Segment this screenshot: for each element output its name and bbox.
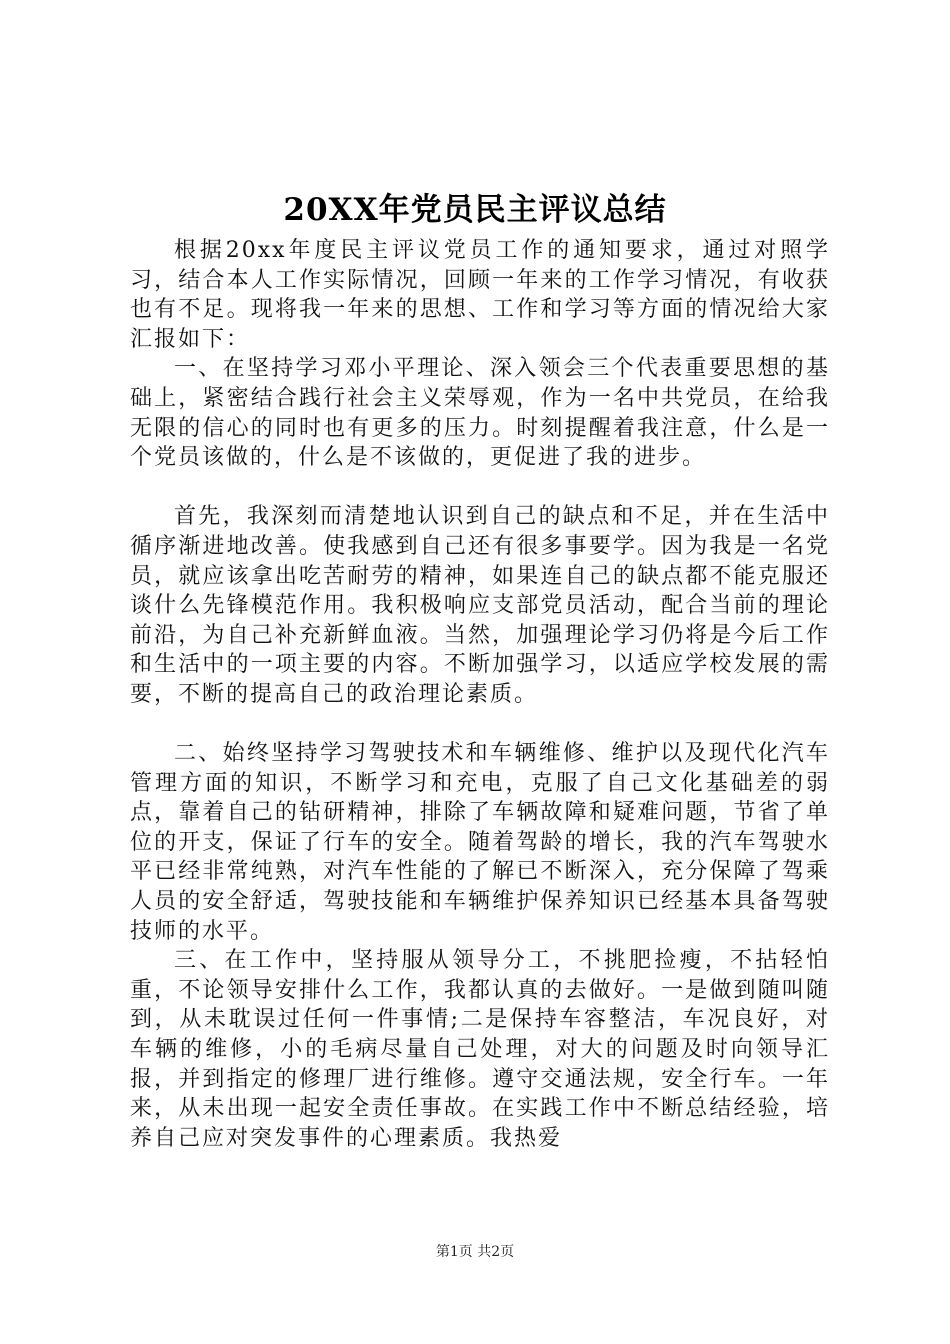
paragraph-spacer — [130, 473, 830, 503]
document-title: 20XX年党员民主评议总结 — [283, 192, 667, 228]
paragraph-section-one: 一、在坚持学习邓小平理论、深入领会三个代表重要思想的基础上，紧密结合践行社会主义荣辱观，作为一名中共党员，在给我无限的信心的同时也有更多的压力。时刻提醒着我注意，什么是一个党员该做的，什么是不该做的，更促进了我的进步。 — [130, 356, 830, 471]
paragraph-intro: 根据20xx年度民主评议党员工作的通知要求，通过对照学习，结合本人工作实际情况，回顾一年来的工作学习情况，有收获也有不足。现将我一年来的思想、工作和学习等方面的情况给大家汇报如下： — [130, 238, 830, 352]
paragraph-first-point: 首先，我深刻而清楚地认识到自己的缺点和不足，并在生活中循序渐进地改善。使我感到自己还有很多事要学。因为我是一名党员，就应该拿出吃苦耐劳的精神，如果连自己的缺点都不能克服还谈什么先锋模范作用。我积极响应支部党员活动，配合当前的理论前沿，为自己补充新鲜血液。当然，加强理论学习仍将是今后工作和生活中的一项主要的内容。不断加强学习，以适应学校发展的需要，不断的提高自己的政治理论素质。 — [130, 504, 830, 707]
paragraph-section-three: 三、在工作中，坚持服从领导分工，不挑肥捡瘦，不拈轻怕重，不论领导安排什么工作，我都认真的去做好。一是做到随叫随到，从未耽误过任何一件事情;二是保持车容整洁，车况良好，对车辆的维修，小的毛病尽量自己处理，对大的问题及时向领导汇报，并到指定的修理厂进行维修。遵守交通法规，安全行车。一年来，从未出现一起安全责任事故。在实践工作中不断总结经验，培养自己应对突发事件的心理素质。我热爱 — [130, 948, 830, 1151]
page-footer: 第1页 共2页 — [435, 1244, 515, 1260]
paragraph-section-two: 二、始终坚持学习驾驶技术和车辆维修、维护以及现代化汽车管理方面的知识，不断学习和充电，克服了自己文化基础差的弱点，靠着自己的钻研精神，排除了车辆故障和疑难问题，节省了单位的开支，保证了行车的安全。随着驾龄的增长，我的汽车驾驶水平已经非常纯熟，对汽车性能的了解已不断深入，充分保障了驾乘人员的安全舒适，驾驶技能和车辆维护保养知识已经基本具备驾驶技师的水平。 — [130, 741, 830, 944]
document-body — [130, 236, 830, 1153]
paragraph-spacer — [130, 710, 830, 740]
